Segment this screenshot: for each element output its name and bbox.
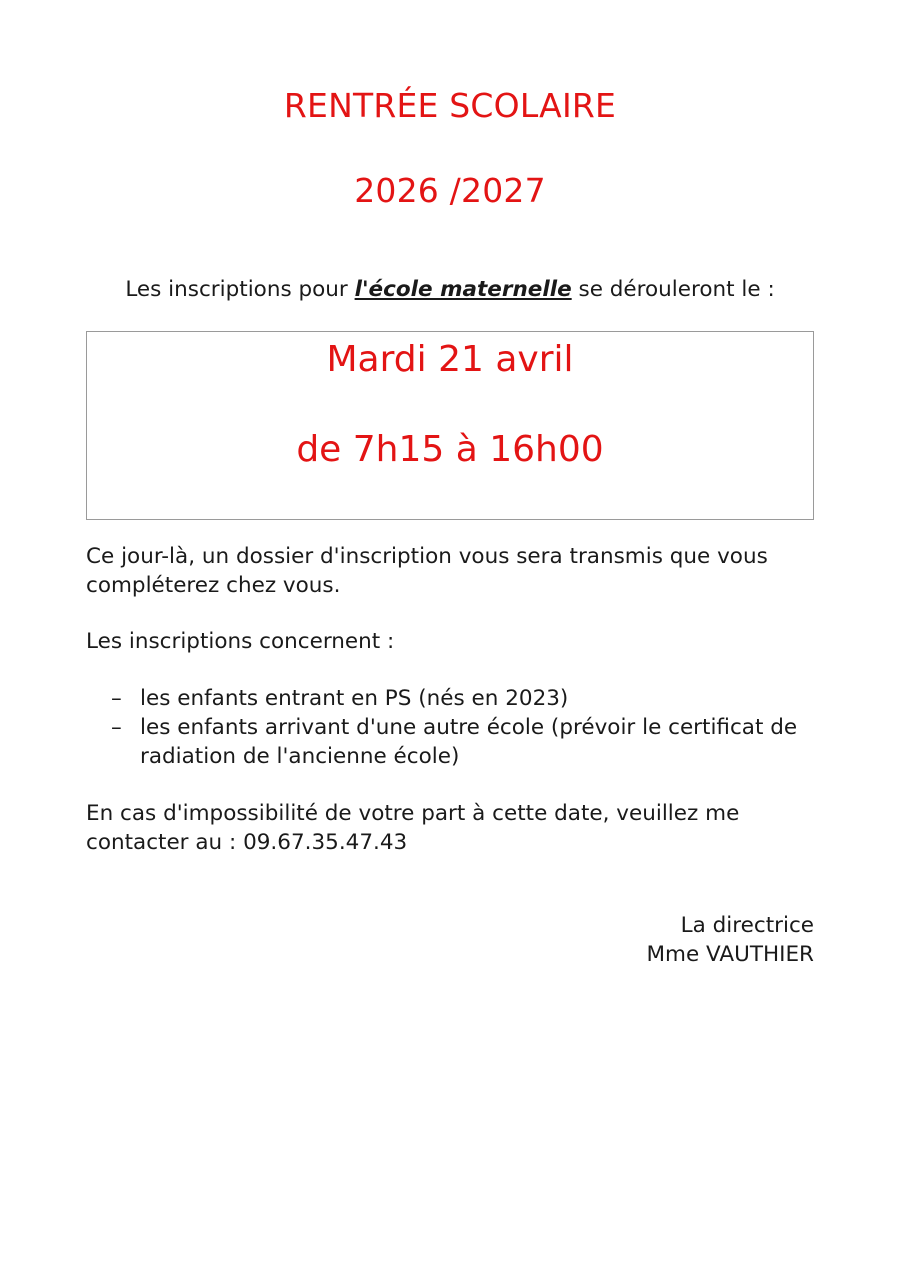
paragraph-concerned: Les inscriptions concernent : — [86, 629, 395, 654]
registration-hours: de 7h15 à 16h00 — [296, 429, 604, 470]
intro-before: Les inscriptions pour — [125, 277, 355, 302]
paragraph-dossier: Ce jour-là, un dossier d'inscription vous sera transmis que vous compléterez chez vous. — [86, 544, 768, 598]
list-item-text: les enfants entrant en PS (nés en 2023) — [140, 686, 569, 711]
dash-marker: – — [111, 715, 122, 740]
list-item-text: les enfants arrivant d'une autre école (prévoir le certificat de radiation de l'ancienne école) — [140, 715, 798, 769]
list-item — [86, 713, 814, 771]
signature-block — [647, 911, 815, 969]
signature-name: Mme VAUTHIER — [646, 942, 814, 967]
registration-date: Mardi 21 avril — [326, 339, 574, 380]
school-year: 2026 /2027 — [354, 171, 546, 210]
concerned-list — [86, 684, 814, 771]
date-box — [86, 331, 814, 520]
school-name: l'école maternelle — [354, 277, 572, 302]
intro-sentence — [0, 275, 900, 305]
list-item — [86, 684, 814, 713]
paragraph-contact: En cas d'impossibilité de votre part à cette date, veuillez me contacter au : 09.67.35.47.43 — [86, 801, 740, 855]
signature-role: La directrice — [680, 913, 814, 938]
document-title: RENTRÉE SCOLAIRE — [283, 86, 617, 125]
dash-marker: – — [111, 686, 122, 711]
intro-after: se dérouleront le : — [571, 277, 775, 302]
